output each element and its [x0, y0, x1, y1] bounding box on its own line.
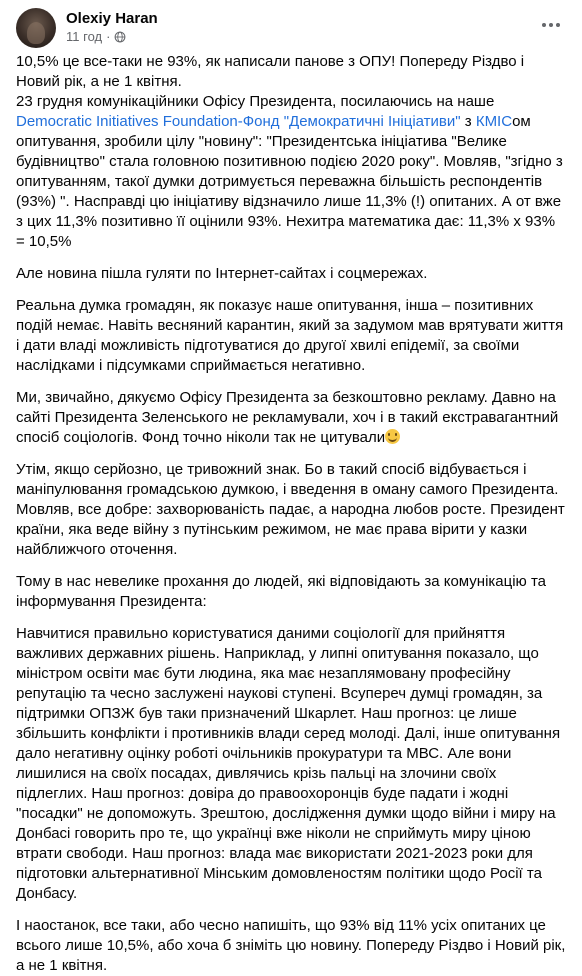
paragraph-6: Тому в нас невелике прохання до людей, які відповідають за комунікацію та інформування Президента: — [16, 573, 547, 610]
paragraph-1b: 23 грудня комунікаційники Офісу Президента, посилаючись на наше — [16, 93, 495, 110]
smiling-face-icon — [385, 429, 400, 444]
paragraph-5: Утім, якщо серйозно, це тривожний знак. Бо в такий спосіб відбувається і маніпулювання громадською думкою, і введення в оману самого Президента. Мовляв, все добре: захворюваність падає, а народна любов росте. Президент країни, яка веде війну з путінським режимом, не має права вірити у казки найближчого оточення. — [16, 461, 565, 558]
paragraph-3: Реальна думка громадян, як показує наше опитування, інша – позитивних подій немає. Навіть весняний карантин, який за задумом мав врятувати життя і дати владі можливість підготуватися до другої хвилі епідемії, за своїми наслідками і підсумками сприймається негативно. — [16, 297, 564, 374]
paragraph-2: Але новина пішла гуляти по Інтернет-сайтах і соцмережах. — [16, 265, 428, 282]
meta-separator: · — [106, 29, 111, 44]
more-options-icon[interactable] — [536, 10, 566, 40]
author-name[interactable]: Olexiy Haran — [66, 10, 158, 27]
post-header — [16, 0, 566, 52]
globe-icon[interactable] — [114, 31, 126, 43]
dif-page-link[interactable]: Democratic Initiatives Foundation-Фонд "Демократичні Ініціативи" — [16, 113, 461, 130]
kmis-page-link[interactable]: КМІС — [475, 113, 513, 130]
paragraph-1 — [16, 52, 566, 252]
paragraph-1a: 10,5% це все-таки не 93%, як написали панове з ОПУ! Попереду Різдво і Новий рік, а не 1 квітня. — [16, 53, 525, 90]
paragraph-8: І наостанок, все таки, або чесно напишіть, що 93% від 11% усіх опитаних це всього лише 10,5%, або хоча б зніміть цю новину. Попереду Різдво і Новий рік, а не 1 квітня. — [16, 917, 566, 974]
paragraph-4-text: Ми, звичайно, дякуємо Офісу Президента за безкоштовно рекламу. Давно на сайті Президента Зеленського не рекламували, хоч і в такий екстравагантний спосіб соціологів. Фонд точно ніколи так не цитували — [16, 389, 559, 446]
post-meta — [66, 29, 126, 44]
post-timestamp[interactable]: 11 год — [66, 29, 103, 44]
paragraph-1d: ом опитування, зробили цілу "новину": "Президентська ініціатива "Велике будівництво" стала головною позитивною подією 2020 року". Мовляв, "згідно з опитуванням, такої думки дотримується переважна більшість респондентів (93%) ". Насправді цю ініціативу відзначило лише 11,3% (!) опитаних. А от вже з цих 11,3% позитивно її оцінили 93%. Нехитра математика дає: 11,3% х 93% = 10,5% — [16, 113, 563, 250]
paragraph-1c: з — [460, 113, 476, 130]
paragraph-4 — [16, 388, 566, 448]
post-body — [16, 52, 566, 976]
author-avatar[interactable] — [16, 8, 56, 48]
paragraph-7: Навчитися правильно користуватися даними соціології для прийняття важливих державних рішень. Наприклад, у липні опитування показало, що міністром освіти має бути людина, яка має незаплямовану професійну репутацію та чесно заслужені наукові ступені. Всупереч думці громадян, за підтримки ОПЗЖ був таки призначений Шкарлет. Наш прогноз: це лише збільшить конфлікти і противників влади серед молоді. Далі, інше опитування дало негативну оцінку роботі очільників прокуратури та МВС. Але вони лишилися на своїх посадах, дивлячись крізь пальці на злочини своїх підлеглих. Наш прогноз: довіра до правоохоронців буде падати і жодні "посадки" не допоможуть. Зрештою, дослідження думки щодо війни і миру на Донбасі говорить про те, що українці вже ніколи не сприймуть миру ціною втрати свободи. Наш прогноз: влада має використати 2021-2023 роки для підготовки альтернативної Мінським домовленостям політики щодо Росії та Донбасу. — [16, 625, 561, 902]
